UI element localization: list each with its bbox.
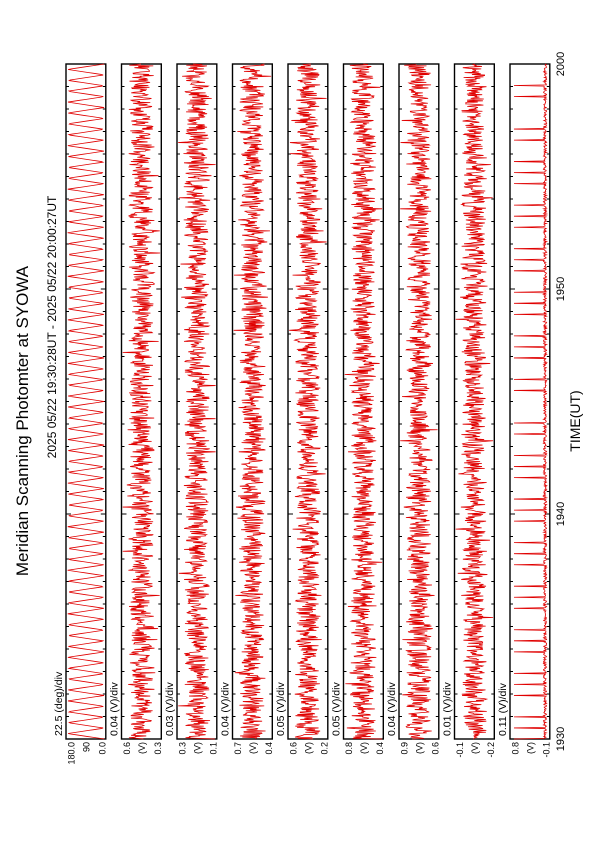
panel-9 <box>497 64 551 758</box>
y-tick-label: 0.0 <box>97 742 108 755</box>
y-tick-label: 0.3 <box>152 742 163 755</box>
panel-3 <box>164 64 218 755</box>
panel-scale-label: 0.04 (V)/div <box>219 682 232 736</box>
series-line <box>400 64 437 739</box>
y-tick-label: -0.1 <box>455 742 465 758</box>
x-axis-label: TIME(UT) <box>567 390 583 452</box>
series-line <box>234 64 271 739</box>
y-tick-label: 0.3 <box>177 742 188 755</box>
panel-7 <box>386 64 440 755</box>
y-tick-label: 180.0 <box>66 742 77 765</box>
plot-area <box>13 52 583 765</box>
y-unit-label: (V) <box>247 742 258 754</box>
y-tick-label: 0.6 <box>122 742 132 755</box>
y-unit-label: (V) <box>525 742 536 754</box>
panel-2 <box>109 64 163 755</box>
panel-scale-label: 0.03 (V)/div <box>164 682 176 736</box>
panel-frame <box>66 64 106 739</box>
chart-title: Meridian Scanning Photomter at SYOWA <box>13 265 32 577</box>
panel-5 <box>275 64 329 755</box>
panel-6 <box>331 64 385 755</box>
y-tick-label: 0.6 <box>288 742 299 755</box>
panel-scale-label: 22.5 (deg)/div <box>53 671 65 736</box>
y-unit-label: (V) <box>414 742 425 754</box>
y-tick-label: 0.1 <box>208 742 219 755</box>
panel-scale-label: 0.11 (V)/div <box>497 683 509 736</box>
panel-scale-label: 0.04 (V)/div <box>108 682 121 736</box>
series-line <box>123 64 160 739</box>
y-unit-label: (V) <box>303 742 314 754</box>
y-tick-label: 0.8 <box>510 742 521 755</box>
series-line <box>289 64 326 739</box>
series-line <box>514 64 547 739</box>
panel-1 <box>53 64 107 765</box>
y-tick-label: 0.8 <box>344 742 354 755</box>
x-tick-label: 2000 <box>554 51 567 77</box>
series-line <box>345 64 382 739</box>
y-unit-label: (V) <box>136 742 147 754</box>
panel-4 <box>220 64 274 755</box>
x-tick-label: 1930 <box>554 726 567 752</box>
panel-scale-label: 0.04 (V)/div <box>386 682 398 736</box>
panel-scale-label: 0.05 (V)/div <box>275 682 287 736</box>
panel-8 <box>442 64 496 758</box>
y-tick-label: -0.1 <box>541 742 552 758</box>
y-tick-label: 0.2 <box>319 742 330 755</box>
panel-scale-label: 0.01 (V)/div <box>441 682 454 736</box>
y-tick-label: 0.4 <box>374 742 385 755</box>
x-tick-label: 1950 <box>554 276 567 302</box>
y-tick-label: 0.4 <box>263 742 274 755</box>
y-unit-label: (V) <box>358 742 369 754</box>
series-line <box>456 64 493 739</box>
panel-scale-label: 0.05 (V)/div <box>330 682 343 736</box>
y-tick-label: 0.7 <box>233 742 243 755</box>
y-unit-label: (V) <box>469 742 480 754</box>
time-range-label: 2025 05/22 19:30:28UT - 2025 05/22 20:00:27UT <box>45 195 59 459</box>
y-tick-label: 0.9 <box>399 742 410 755</box>
y-tick-label: -0.2 <box>485 742 496 758</box>
y-tick-label: 0.6 <box>430 742 441 755</box>
panel-stack <box>53 64 551 765</box>
y-unit-label: (V) <box>192 742 203 754</box>
series-line <box>68 64 105 739</box>
y-tick-label: 90 <box>81 742 92 753</box>
x-tick-label: 1940 <box>554 501 567 527</box>
x-axis <box>555 52 567 751</box>
series-line <box>178 64 215 739</box>
